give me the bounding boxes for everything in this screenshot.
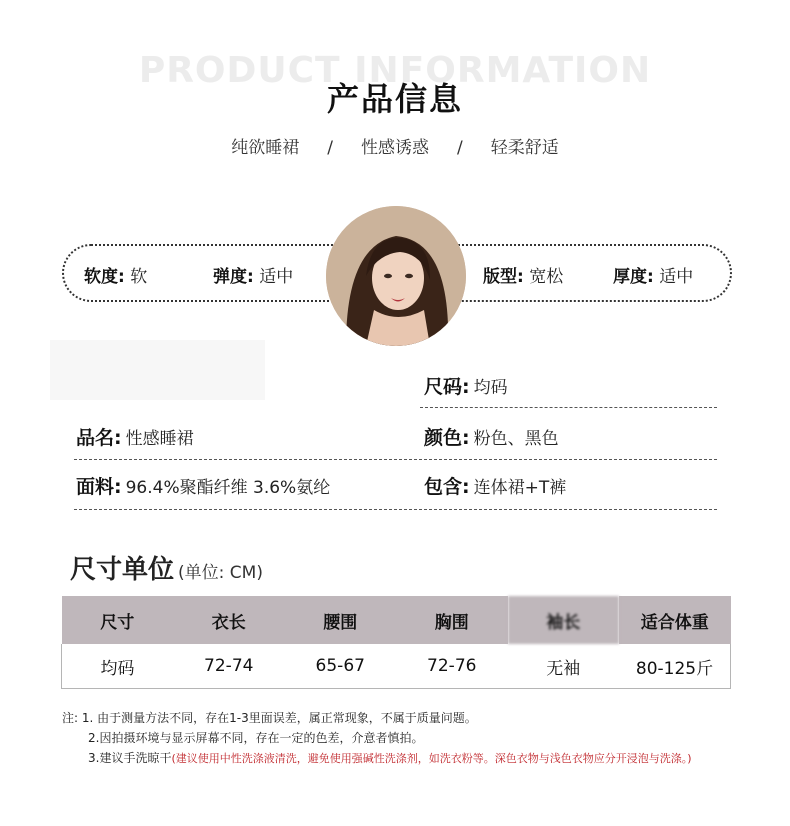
subtitle bbox=[0, 133, 790, 158]
attr-softness: 软度: 软 bbox=[84, 267, 148, 287]
table-header: 袖长 bbox=[508, 596, 620, 644]
model-photo bbox=[326, 206, 466, 346]
table-header: 适合体重 bbox=[619, 596, 731, 644]
attr-thickness: 厚度: 适中 bbox=[613, 267, 694, 287]
size-table bbox=[61, 596, 731, 689]
bg-title: PRODUCT INFORMATION bbox=[138, 50, 652, 91]
info-fabric: 面料: 96.4%聚酯纤维 3.6%氨纶 bbox=[76, 476, 331, 498]
notes bbox=[62, 708, 692, 769]
info-color: 颜色: 粉色、黑色 bbox=[424, 427, 559, 449]
divider bbox=[420, 407, 717, 408]
table-cell: 无袖 bbox=[508, 644, 620, 689]
note-red-text: (建议使用中性洗涤液清洗，避免使用强碱性洗涤剂，如洗衣粉等。深色衣物与浅色衣物应分开浸泡与洗涤。) bbox=[171, 752, 692, 765]
divider bbox=[74, 509, 717, 510]
info-name: 品名: 性感睡裙 bbox=[76, 427, 194, 449]
table-header-row bbox=[62, 596, 731, 644]
attr-fit: 版型: 宽松 bbox=[483, 267, 564, 287]
divider bbox=[74, 459, 717, 460]
info-includes: 包含: 连体裙+T裤 bbox=[424, 476, 567, 498]
table-cell: 80-125斤 bbox=[619, 644, 731, 689]
subtitle-item: 纯欲睡裙 bbox=[231, 138, 300, 158]
table-header: 衣长 bbox=[173, 596, 285, 644]
attr-elasticity: 弹度: 适中 bbox=[213, 267, 294, 287]
subtitle-item: 性感诱惑 bbox=[361, 138, 429, 158]
size-section-title: 尺寸单位 (单位: CM) bbox=[70, 555, 263, 585]
table-row bbox=[62, 644, 731, 689]
table-cell: 均码 bbox=[62, 644, 174, 689]
note-line: 3.建议手洗晾干(建议使用中性洗涤液清洗，避免使用强碱性洗涤剂，如洗衣粉等。深色衣物与浅色衣物应分开浸泡与洗涤。) bbox=[88, 751, 692, 765]
subtitle-item: 轻柔舒适 bbox=[490, 138, 559, 158]
table-header: 腰围 bbox=[285, 596, 397, 644]
info-size: 尺码: 均码 bbox=[424, 376, 508, 398]
separator: / bbox=[457, 138, 463, 158]
page-title: 产品信息 bbox=[326, 80, 463, 118]
note-line: 2.因拍摄环境与显示屏幕不同，存在一定的色差，介意者慎拍。 bbox=[88, 731, 424, 745]
blank-box bbox=[50, 340, 265, 400]
table-header: 胸围 bbox=[396, 596, 508, 644]
table-cell: 72-76 bbox=[396, 644, 508, 689]
table-header: 尺寸 bbox=[62, 596, 174, 644]
table-cell: 72-74 bbox=[173, 644, 285, 689]
separator: / bbox=[327, 138, 333, 158]
note-line: 注: 1. 由于测量方法不同，存在1-3里面误差，属正常现象，不属于质量问题。 bbox=[62, 711, 477, 725]
table-cell: 65-67 bbox=[285, 644, 397, 689]
